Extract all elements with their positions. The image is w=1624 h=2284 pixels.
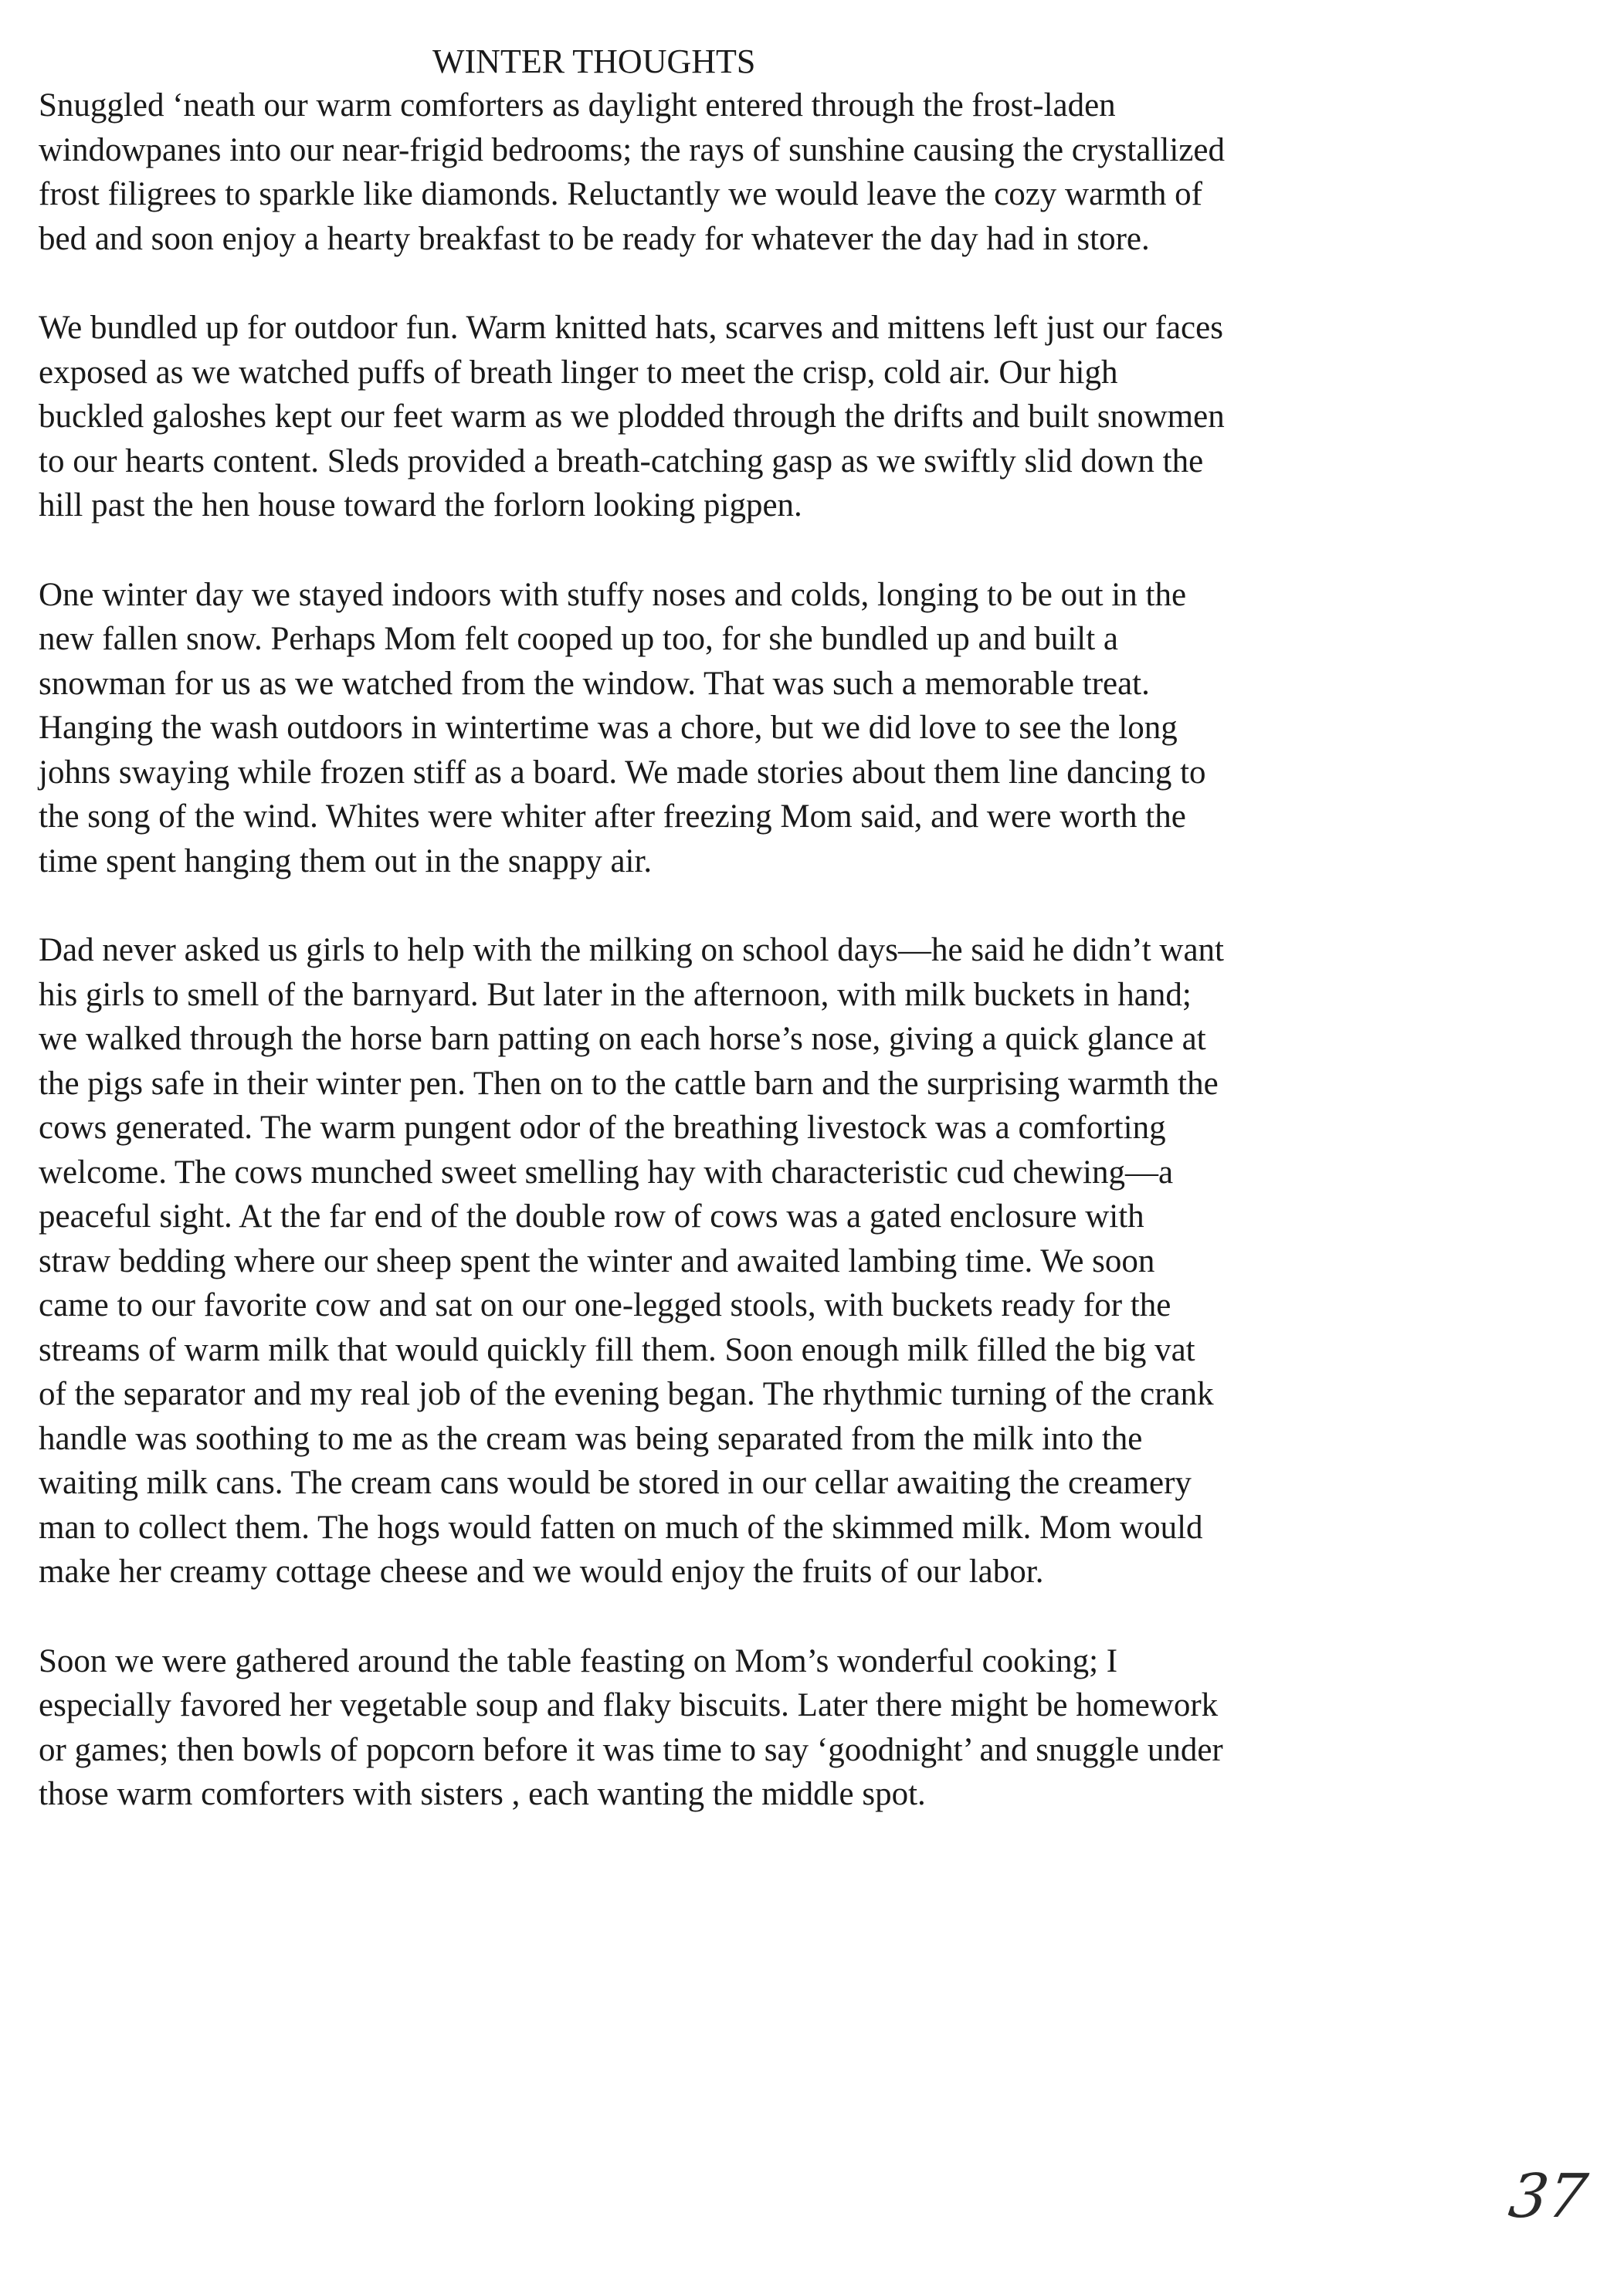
text-line: handle was soothing to me as the cream was being separated from the milk into the <box>39 1420 1143 1457</box>
text-line: welcome. The cows munched sweet smelling hay with characteristic cud chewing—a <box>39 1154 1174 1191</box>
text-line: snowman for us as we watched from the window. That was such a memorable treat. <box>39 665 1150 702</box>
page-number: 37 <box>1504 2162 1592 2231</box>
text-line: the song of the wind. Whites were whiter after freezing Mom said, and were worth the <box>39 798 1186 835</box>
text-line: we walked through the horse barn patting on each horse’s nose, giving a quick glance at <box>39 1021 1206 1057</box>
text-line: make her creamy cottage cheese and we would enjoy the fruits of our labor. <box>39 1554 1044 1590</box>
document-body <box>39 83 1475 1862</box>
text-line: johns swaying while frozen stiff as a board. We made stories about them line dancing to <box>39 754 1206 791</box>
text-line: Snuggled ‘neath our warm comforters as daylight entered through the frost-laden <box>39 87 1116 124</box>
text-line: came to our favorite cow and sat on our one-legged stools, with buckets ready for the <box>39 1287 1171 1323</box>
text-line: peaceful sight. At the far end of the double row of cows was a gated enclosure with <box>39 1198 1144 1235</box>
text-line: time spent hanging them out in the snappy air. <box>39 842 653 879</box>
paragraph <box>39 573 1475 884</box>
text-line: hill past the hen house toward the forlorn looking pigpen. <box>39 487 802 524</box>
text-line: buckled galoshes kept our feet warm as we plodded through the drifts and built snowmen <box>39 398 1225 435</box>
text-line: or games; then bowls of popcorn before it was time to say ‘goodnight’ and snuggle under <box>39 1731 1223 1768</box>
text-line: Dad never asked us girls to help with the milking on school days—he said he didn’t want <box>39 932 1225 968</box>
text-line: his girls to smell of the barnyard. But later in the afternoon, with milk buckets in hand; <box>39 976 1192 1013</box>
text-line: cows generated. The warm pungent odor of the breathing livestock was a comforting <box>39 1110 1166 1146</box>
text-line: the pigs safe in their winter pen. Then on to the cattle barn and the surprising warmth the <box>39 1065 1219 1102</box>
text-line: streams of warm milk that would quickly fill them. Soon enough milk filled the big vat <box>39 1331 1195 1368</box>
paragraph <box>39 306 1475 528</box>
text-line: those warm comforters with sisters , each wanting the middle spot. <box>39 1776 926 1812</box>
paragraph <box>39 1639 1475 1817</box>
text-line: especially favored her vegetable soup and flaky biscuits. Later there might be homework <box>39 1687 1219 1723</box>
text-line: One winter day we stayed indoors with stuffy noses and colds, longing to be out in the <box>39 576 1187 613</box>
text-line: We bundled up for outdoor fun. Warm knitted hats, scarves and mittens left just our faces <box>39 310 1223 346</box>
text-line: of the separator and my real job of the evening began. The rhythmic turning of the crank <box>39 1376 1214 1412</box>
text-line: Soon we were gathered around the table feasting on Mom’s wonderful cooking; I <box>39 1642 1118 1679</box>
text-line: new fallen snow. Perhaps Mom felt cooped up too, for she bundled up and built a <box>39 621 1119 657</box>
text-line: exposed as we watched puffs of breath linger to meet the crisp, cold air. Our high <box>39 354 1118 391</box>
text-line: to our hearts content. Sleds provided a breath-catching gasp as we swiftly slid down the <box>39 442 1204 480</box>
paragraph <box>39 928 1475 1594</box>
paragraph <box>39 83 1475 261</box>
text-line: frost filigrees to sparkle like diamonds. Reluctantly we would leave the cozy warmth of <box>39 176 1202 212</box>
text-line: man to collect them. The hogs would fatten on much of the skimmed milk. Mom would <box>39 1509 1203 1546</box>
text-line: straw bedding where our sheep spent the winter and awaited lambing time. We soon <box>39 1242 1155 1279</box>
text-line: windowpanes into our near-frigid bedrooms; the rays of sunshine causing the crystallized <box>39 131 1225 168</box>
text-line: bed and soon enjoy a hearty breakfast to be ready for whatever the day had in store. <box>39 220 1150 257</box>
document-title: WINTER THOUGHTS <box>432 42 756 80</box>
text-line: waiting milk cans. The cream cans would be stored in our cellar awaiting the creamery <box>39 1465 1192 1501</box>
text-line: Hanging the wash outdoors in wintertime was a chore, but we did love to see the long <box>39 710 1178 746</box>
